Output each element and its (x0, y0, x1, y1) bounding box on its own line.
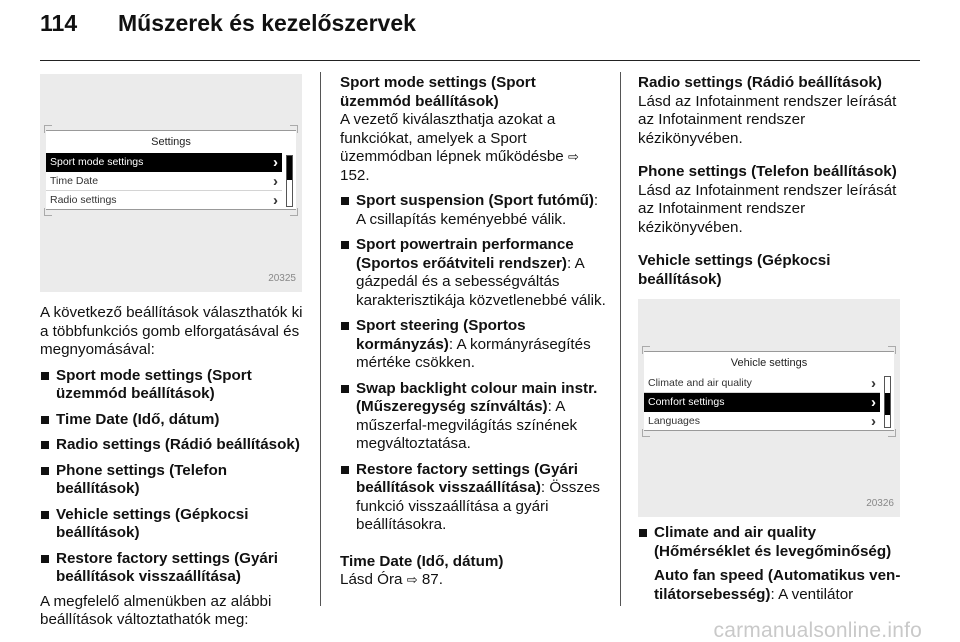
chevron-right-icon: › (871, 413, 876, 430)
vehicle-settings-screen (644, 351, 894, 431)
intro-text: A következő beállítások választhatók ki a többfunkciós gomb elforgatásával és megnyomásával: (40, 304, 303, 358)
page-reference-arrow-icon: ⇨ (406, 572, 418, 587)
settings-screen (46, 130, 296, 210)
list-item (40, 367, 310, 404)
screen-title: Vehicle settings (730, 357, 808, 369)
list-item (40, 411, 310, 430)
sport-mode-heading: Sport mode settings (Sport üzemmód beállítások) (340, 74, 536, 110)
option-title: Restore factory settings (Gyári beállítások visszaállítása) (356, 460, 578, 496)
column-2 (340, 74, 608, 590)
column-divider (620, 72, 621, 606)
option-description: A gázpedál és a sebességváltás karakterisztikája közvetlenebbé válik. (356, 254, 606, 309)
frame-corner (44, 208, 52, 216)
menu-row-label: Comfort settings (648, 396, 725, 408)
option-title: Swap backlight colour main instr. (Műszeregység színváltás) (356, 379, 598, 415)
option-description: A csillapítás keményebbé válik. (356, 210, 567, 228)
sub-option: Auto fan speed (Automatikus ven-tilátorsebesség): A ventilátor (654, 567, 901, 603)
chevron-right-icon: › (273, 154, 278, 171)
menu-row-climate (644, 374, 880, 393)
page-reference[interactable]: 152. (340, 166, 370, 184)
option-title: Climate and air quality (Hőmérséklet és levegőminőség) (654, 524, 892, 560)
page-title: Műszerek és kezelőszervek (118, 10, 416, 36)
list-item: Sport steering (Sportos kormányzás): A kormányrásegítés mértéke csökken. (340, 317, 608, 373)
vehicle-settings-screen-figure (638, 299, 900, 517)
column-3 (638, 74, 908, 604)
sport-mode-text (340, 111, 608, 185)
menu-row-radio (46, 191, 282, 210)
menu-row-label: Time Date (50, 175, 99, 187)
list-item: Restore factory settings (Gyári beállítások visszaállítása): Összes funkció visszaállítása a gyári beállításokra. (340, 461, 608, 535)
list-item: Sport suspension (Sport futómű): A csillapítás keményebbé válik. (340, 192, 608, 229)
menu-row-time-date (46, 172, 282, 191)
square-bullet-icon (639, 529, 647, 537)
outro-text: A megfelelő almenükben az alábbi beállítások változtathatók meg: (40, 592, 272, 628)
list-item-text: Vehicle settings (Gépkocsi beállítások) (56, 505, 249, 541)
scrollbar (884, 376, 891, 428)
list-item (638, 524, 908, 604)
list-item-text: Phone settings (Telefon beállítások) (56, 461, 228, 497)
page-reference-arrow-icon: ⇨ (567, 149, 579, 164)
list-item (40, 506, 310, 543)
option-title: Sport steering (Sportos kormányzás) (356, 317, 526, 353)
frame-corner (642, 429, 650, 437)
menu-row-label: Languages (648, 415, 700, 427)
scroll-thumb (885, 393, 890, 415)
scrollbar (286, 155, 293, 207)
header-rule (40, 60, 920, 61)
list-item-text: Time Date (Idő, dátum) (56, 410, 220, 428)
square-bullet-icon (341, 241, 349, 249)
chevron-right-icon: › (871, 394, 876, 411)
list-item-text: Sport mode settings (Sport üzemmód beállítások) (56, 366, 252, 402)
list-item (40, 436, 310, 455)
settings-bullet-list (40, 367, 310, 587)
page-number: 114 (40, 10, 78, 36)
menu-row-sport-mode (46, 153, 282, 172)
square-bullet-icon (341, 385, 349, 393)
time-date-description: Lásd Óra (340, 571, 403, 588)
time-date-text (340, 571, 608, 590)
chevron-right-icon: › (273, 192, 278, 209)
phone-settings-heading: Phone settings (Telefon beállítások) (638, 163, 897, 180)
list-item-text: Restore factory settings (Gyári beállítások visszaállítása) (56, 549, 278, 585)
page-reference[interactable]: 87. (421, 571, 443, 588)
list-item (40, 550, 310, 587)
phone-settings-text: Lásd az Infotainment rendszer leírását az Infotainment rendszer kézikönyvében. (638, 181, 897, 236)
option-title: Sport suspension (Sport futómű) (356, 192, 594, 209)
sport-options-list (340, 192, 608, 535)
menu-row-label: Climate and air quality (648, 377, 752, 389)
column-1 (40, 74, 310, 630)
square-bullet-icon (41, 511, 49, 519)
square-bullet-icon (341, 197, 349, 205)
column-divider (320, 72, 321, 606)
list-item: Swap backlight colour main instr. (Műszeregység színváltás): A műszerfal-megvilágítás színének megváltoztatása. (340, 380, 608, 454)
square-bullet-icon (41, 467, 49, 475)
watermark: carmanualsonline.info (713, 618, 922, 642)
page-header (40, 10, 416, 48)
frame-corner (888, 429, 896, 437)
vehicle-settings-heading: Vehicle settings (Gépkocsi beállítások) (638, 252, 831, 288)
menu-row-comfort (644, 393, 880, 412)
frame-corner (290, 208, 298, 216)
list-item (40, 462, 310, 499)
square-bullet-icon (41, 416, 49, 424)
screen-title: Settings (151, 136, 191, 148)
scroll-thumb (287, 156, 292, 180)
vehicle-options-list (638, 524, 908, 604)
menu-row-label: Radio settings (50, 194, 117, 206)
option-description: A műszerfal-megvilágítás színének megváltoztatása. (356, 398, 578, 452)
square-bullet-icon (41, 372, 49, 380)
settings-screen-figure (40, 74, 302, 292)
square-bullet-icon (341, 322, 349, 330)
menu-row-label: Sport mode settings (50, 156, 144, 168)
list-item-text: Radio settings (Rádió beállítások) (56, 436, 300, 453)
radio-settings-text: Lásd az Infotainment rendszer leírását az Infotainment rendszer kézikönyvében. (638, 92, 897, 147)
menu-row-languages (644, 412, 880, 431)
square-bullet-icon (41, 441, 49, 449)
square-bullet-icon (41, 555, 49, 563)
option-description: A kormányrásegítés mértéke csökken. (356, 335, 591, 371)
option-title: Sport powertrain performance (Sportos erőátviteli rendszer) (356, 236, 574, 272)
list-item: Sport powertrain performance (Sportos erőátviteli rendszer): A gázpedál és a sebességváltás karakterisztikája közvetlenebbé válik. (340, 236, 608, 310)
chevron-right-icon: › (273, 173, 278, 190)
sub-option-title: Auto fan speed (Automatikus ven-tilátorsebesség) (654, 567, 901, 603)
figure-id: 20325 (268, 272, 296, 284)
figure-id: 20326 (866, 497, 894, 509)
sport-mode-description: A vezető kiválaszthatja azokat a funkciókat, amelyek a Sport üzemmódban lépnek működésbe (340, 111, 564, 165)
time-date-heading: Time Date (Idő, dátum) (340, 552, 504, 570)
radio-settings-heading: Radio settings (Rádió beállítások) (638, 74, 882, 91)
option-description: Összes funkció visszaállítása a gyári beállításokra. (356, 479, 600, 533)
square-bullet-icon (341, 466, 349, 474)
chevron-right-icon: › (871, 375, 876, 392)
sub-option-description: A ventilátor (778, 585, 854, 603)
